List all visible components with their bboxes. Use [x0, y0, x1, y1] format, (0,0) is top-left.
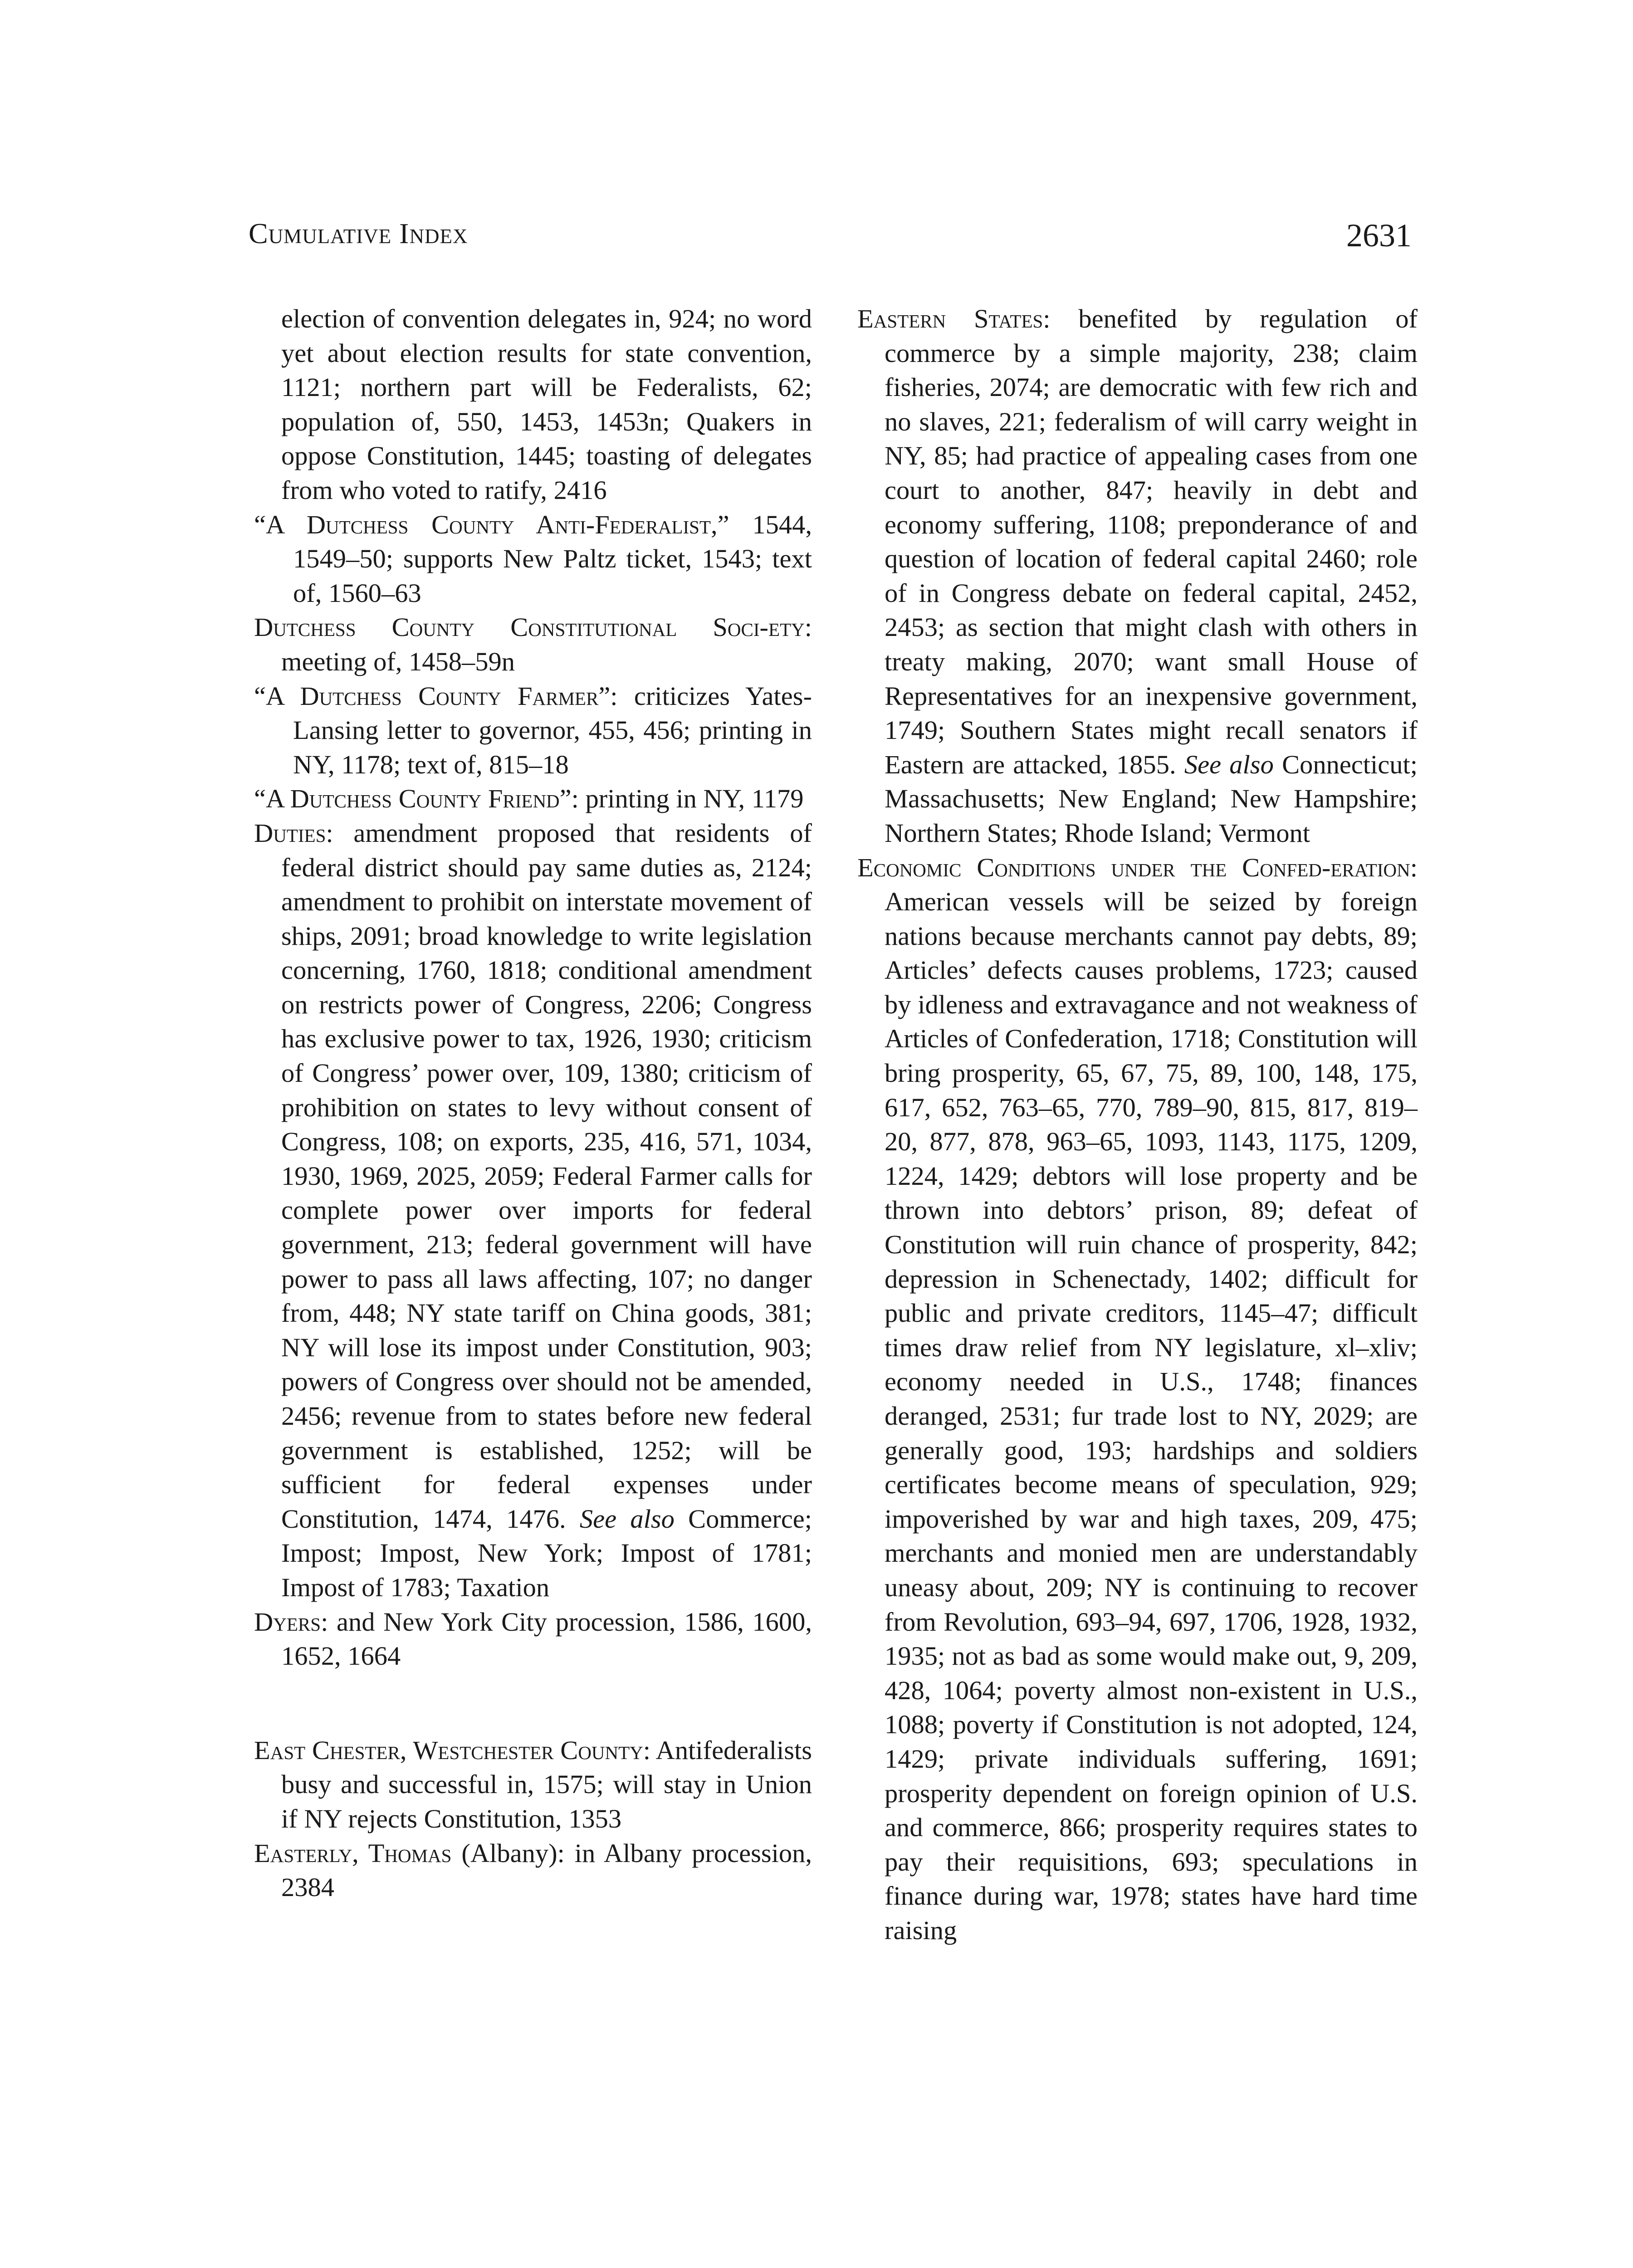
entry-body: : printing in NY, 1179 — [571, 784, 804, 814]
index-entry — [857, 302, 1418, 850]
entry-heading: Eastern States — [857, 304, 1043, 333]
entry-body: : amendment proposed that residents of federal district should pay same duties as, 2124; amendment to prohibit on interstate movement of ships, 2091; broad knowledge to write legislation concerning, 1760, 1818; conditional amendment on restricts power of Congress, 2206; Congress has exclusive power to tax, 1926, 1930; criticism of Congress’ power over, 109, 1380; criticism of prohibition on states to levy without consent of Congress, 108; on exports, 235, 416, 571, 1034, 1930, 1969, 2025, 2059; Federal Farmer calls for complete power over imports for federal government, 213; federal government will have power to pass all laws affecting, 107; no danger from, 448; NY state tariff on China goods, 381; NY will lose its impost under Constitution, 903; powers of Congress over should not be amended, 2456; revenue from to states before new federal government is established, 1252; will be sufficient for federal expenses under Constitution, 1474, 1476. — [281, 818, 812, 1534]
index-entry — [254, 679, 812, 782]
see-also-label: See also — [579, 1504, 675, 1534]
index-entry — [254, 508, 812, 611]
entry-body: : American vessels will be seized by foreign nations because merchants cannot pay debts, 89; Articles’ defects causes problems, 1723; caused by idleness and extravagance and not weakness of Articles of Confederation, 1718; Constitution will bring prosperity, 65, 67, 75, 89, 100, 148, 175, 617, 652, 763–65, 770, 789–90, 815, 817, 819–20, 877, 878, 963–65, 1093, 1143, 1175, 1209, 1224, 1429; debtors will lose property and be thrown into debtors’ prison, 89; defeat of Constitution will ruin chance of prosperity, 842; depression in Schenectady, 1402; difficult for public and private creditors, 1145–47; difficult times draw relief from NY legislature, xl–xliv; economy needed in U.S., 1748; finances deranged, 2531; fur trade lost to NY, 2029; are generally good, 193; hardships and soldiers certificates become means of speculation, 929; impoverished by war and high taxes, 209, 475; merchants and monied men are understandably uneasy about, 209; NY is continuing to recover from Revolution, 693–94, 697, 1706, 1928, 1932, 1935; not as bad as some would make out, 9, 209, 428, 1064; poverty almost non-existent in U.S., 1088; poverty if Constitution is not adopted, 124, 1429; private individuals suffering, 1691; prosperity dependent on foreign opinion of U.S. and commerce, 866; prosperity requires states to pay their requisitions, 693; speculations in finance during war, 1978; states have hard time raising — [885, 852, 1418, 1945]
index-entry — [254, 1605, 812, 1673]
continuation-entry: election of convention delegates in, 924; no word yet about election results for state convention, 1121; northern part will be Federalists, 62; population of, 550, 1453, 1453n; Quakers in oppose Constitution, 1445; toasting of delegates from who voted to ratify, 2416 — [281, 304, 812, 505]
page-number: 2631 — [1346, 217, 1412, 254]
entry-heading: Dyers — [254, 1607, 321, 1637]
entry-body: 1544, 1549–50; supports New Paltz ticket, 1543; text of, 1560–63 — [293, 509, 812, 608]
entry-heading: “A Dutchess County Farmer” — [254, 681, 611, 711]
entry-heading: Dutchess County Constitutional Soci-ety — [254, 612, 805, 642]
entry-heading: Easterly, Thomas — [254, 1838, 452, 1868]
see-also-label: See also — [1184, 749, 1274, 779]
entry-heading: Economic Conditions under the Confed-eration — [857, 852, 1410, 882]
index-entry — [254, 1733, 812, 1836]
entry-body: : benefited by regulation of commerce by a simple majority, 238; claim fisheries, 2074; are democratic with few rich and no slaves, 221; federalism of will carry weight in NY, 85; had practice of appealing cases from one court to another, 847; heavily in debt and economy suffering, 1108; preponderance of and question of location of federal capital 2460; role of in Congress debate on federal capital, 2452, 2453; as section that might clash with others in treaty making, 2070; want small House of Representatives for an inexpensive government, 1749; Southern States might recall senators if Eastern are attacked, 1855. — [885, 304, 1418, 779]
letter-section-gap — [254, 1673, 812, 1733]
entry-body: : criticizes Yates-Lansing letter to governor, 455, 456; printing in NY, 1178; text of, 815–18 — [293, 681, 812, 779]
running-head: Cumulative Index — [249, 217, 468, 249]
index-entry — [857, 850, 1418, 1948]
left-column — [254, 302, 812, 1905]
see-also-refs: Commerce; Impost; Impost, New York; Impost of 1781; Impost of 1783; Taxation — [281, 1504, 812, 1602]
entry-body: : and New York City procession, 1586, 1600, 1652, 1664 — [281, 1607, 812, 1671]
index-entry — [254, 1836, 812, 1905]
index-entry — [254, 610, 812, 679]
right-column — [857, 302, 1418, 1948]
entry-heading: East Chester, Westchester County — [254, 1735, 643, 1765]
entry-heading: Duties — [254, 818, 326, 848]
index-entry — [254, 782, 812, 816]
see-also-refs: Connecticut; Massachusetts; New England; New Hampshire; Northern States; Rhode Island; Vermont — [885, 749, 1418, 848]
entry-heading: “A Dutchess County Anti-Federalist,” — [254, 509, 729, 539]
entry-body: : Antifederalists busy and successful in, 1575; will stay in Union if NY rejects Constitution, 1353 — [281, 1735, 812, 1833]
entry-body: (Albany): in Albany procession, 2384 — [281, 1838, 812, 1902]
index-entry — [254, 816, 812, 1605]
entry-body: : meeting of, 1458–59n — [281, 612, 812, 676]
entry-heading: “A Dutchess County Friend” — [254, 784, 572, 814]
